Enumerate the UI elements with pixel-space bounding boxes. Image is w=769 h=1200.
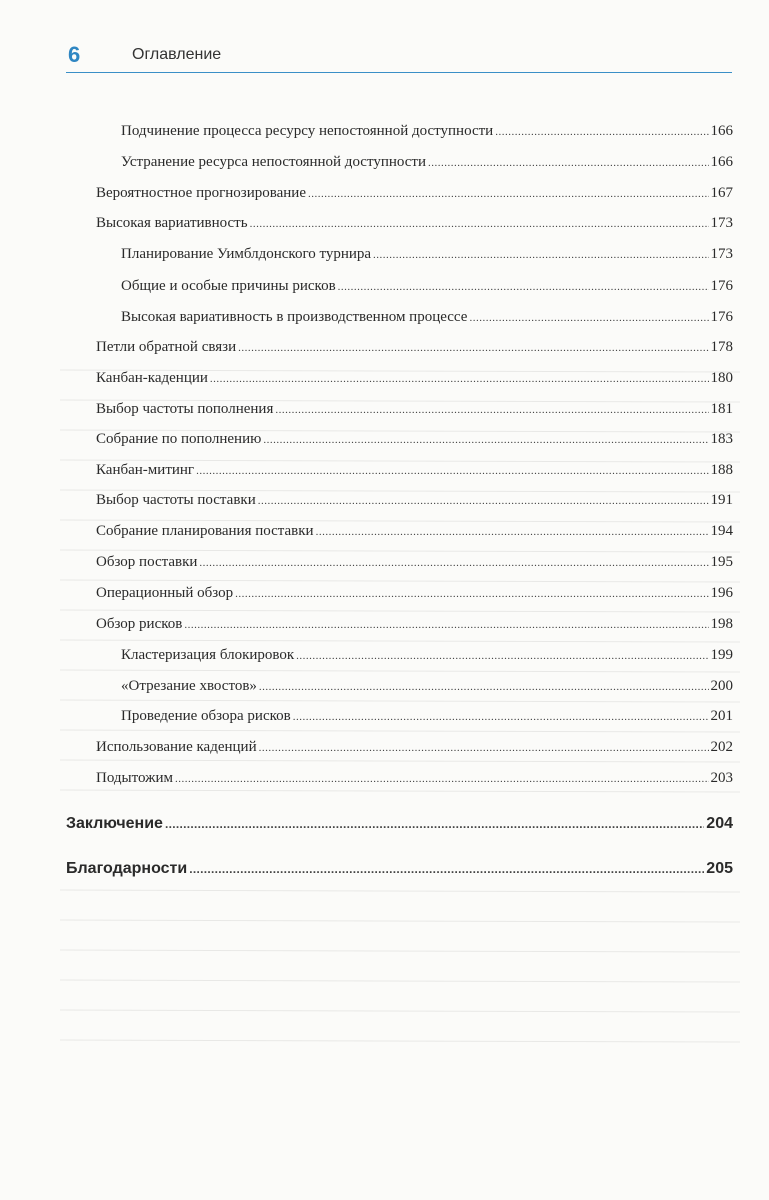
dot-leader bbox=[428, 153, 709, 173]
dot-leader bbox=[175, 769, 709, 789]
toc-chapter-page: 205 bbox=[706, 860, 733, 877]
toc-entry-page: 195 bbox=[710, 554, 733, 570]
toc-entry-page: 176 bbox=[710, 278, 733, 294]
toc-entry[interactable] bbox=[96, 552, 733, 573]
toc-entry-page: 173 bbox=[710, 215, 733, 231]
toc-entry-page: 201 bbox=[710, 708, 733, 724]
dot-leader bbox=[308, 184, 709, 204]
dot-leader bbox=[250, 214, 709, 234]
toc-entry-page: 173 bbox=[710, 246, 733, 262]
dot-leader bbox=[259, 738, 709, 758]
toc-entry-title: Операционный обзор bbox=[96, 585, 234, 601]
dot-leader bbox=[258, 491, 709, 511]
toc-entry[interactable] bbox=[121, 307, 733, 328]
toc-entry-page: 167 bbox=[710, 185, 733, 201]
toc-entry-page: 191 bbox=[710, 492, 733, 508]
toc-entry[interactable] bbox=[121, 645, 733, 666]
toc-chapter[interactable] bbox=[66, 814, 733, 834]
page-header bbox=[66, 40, 732, 73]
toc-entry-page: 202 bbox=[710, 739, 733, 755]
toc-entry-title: Использование каденций bbox=[96, 739, 257, 755]
toc-entry[interactable] bbox=[96, 490, 733, 511]
toc-entry[interactable] bbox=[96, 213, 733, 234]
toc-entry-page: 198 bbox=[710, 616, 733, 632]
toc-entry-title: Подытожим bbox=[96, 770, 173, 786]
dot-leader bbox=[210, 369, 709, 389]
dot-leader bbox=[165, 814, 704, 834]
toc-entry[interactable] bbox=[96, 337, 733, 358]
toc-entry-page: 203 bbox=[710, 770, 733, 786]
toc-entry-title: Планирование Уимблдонского турнира bbox=[121, 246, 372, 262]
toc-entry-page: 176 bbox=[710, 309, 733, 325]
toc-entry-title: Высокая вариативность bbox=[96, 215, 248, 231]
toc-entry[interactable] bbox=[96, 583, 733, 604]
toc-entry-title: Петли обратной связи bbox=[96, 339, 237, 355]
toc-entry-page: 194 bbox=[710, 523, 733, 539]
toc-entry-title: Проведение обзора рисков bbox=[121, 708, 291, 724]
toc-entry[interactable] bbox=[96, 368, 733, 389]
toc-chapter-title: Заключение bbox=[66, 815, 163, 832]
dot-leader bbox=[189, 859, 704, 879]
toc-entry-title: «Отрезание хвостов» bbox=[121, 678, 257, 694]
dot-leader bbox=[238, 338, 708, 358]
toc-entry[interactable] bbox=[96, 521, 733, 542]
toc-entry[interactable] bbox=[96, 460, 733, 481]
toc-entry-title: Канбан-каденции bbox=[96, 370, 208, 386]
toc-entry-title: Выбор частоты поставки bbox=[96, 492, 256, 508]
dot-leader bbox=[196, 461, 708, 481]
toc-entry[interactable] bbox=[121, 676, 733, 697]
toc-entry-title: Кластеризация блокировок bbox=[121, 647, 295, 663]
toc-chapter[interactable] bbox=[66, 859, 733, 879]
dot-leader bbox=[469, 308, 708, 328]
toc-entry-page: 196 bbox=[710, 585, 733, 601]
toc-entry-page: 166 bbox=[710, 123, 733, 139]
dot-leader bbox=[373, 245, 708, 265]
running-head: Оглавление bbox=[132, 46, 222, 63]
toc-entry-page: 199 bbox=[710, 647, 733, 663]
dot-leader bbox=[199, 553, 708, 573]
toc-entry[interactable] bbox=[96, 399, 733, 420]
dot-leader bbox=[338, 277, 709, 297]
toc-entry-title: Собрание по пополнению bbox=[96, 431, 262, 447]
dot-leader bbox=[495, 122, 708, 142]
toc-entry-page: 181 bbox=[710, 401, 733, 417]
dot-leader bbox=[259, 677, 709, 697]
toc-entry[interactable] bbox=[96, 737, 733, 758]
toc-entry[interactable] bbox=[96, 614, 733, 635]
page-number: 6 bbox=[68, 42, 81, 67]
dot-leader bbox=[275, 400, 708, 420]
toc-entry[interactable] bbox=[121, 152, 733, 173]
toc-entry-title: Общие и особые причины рисков bbox=[121, 278, 336, 294]
toc-entry[interactable] bbox=[121, 121, 733, 142]
toc-entry-title: Устранение ресурса непостоянной доступности bbox=[121, 154, 426, 170]
dot-leader bbox=[296, 646, 708, 666]
toc-chapter-page: 204 bbox=[706, 815, 733, 832]
toc-chapter-title: Благодарности bbox=[66, 860, 188, 877]
dot-leader bbox=[293, 707, 709, 727]
toc-entry[interactable] bbox=[96, 183, 733, 204]
toc-entry-page: 180 bbox=[710, 370, 733, 386]
toc-entry-title: Собрание планирования поставки bbox=[96, 523, 314, 539]
toc-entry-page: 178 bbox=[710, 339, 733, 355]
toc-entry-title: Обзор поставки bbox=[96, 554, 198, 570]
toc-entry-title: Высокая вариативность в производственном процессе bbox=[121, 309, 468, 325]
dot-leader bbox=[235, 584, 708, 604]
dot-leader bbox=[184, 615, 708, 635]
dot-leader bbox=[316, 522, 709, 542]
toc-entry[interactable] bbox=[121, 706, 733, 727]
toc-entry-title: Канбан-митинг bbox=[96, 462, 195, 478]
toc-entry-title: Обзор рисков bbox=[96, 616, 183, 632]
toc-entry-page: 183 bbox=[710, 431, 733, 447]
toc-entry-title: Выбор частоты пополнения bbox=[96, 401, 274, 417]
toc-entry-page: 188 bbox=[710, 462, 733, 478]
toc-entry-title: Подчинение процесса ресурсу непостоянной доступности bbox=[121, 123, 494, 139]
toc-entry[interactable] bbox=[96, 429, 733, 450]
dot-leader bbox=[263, 430, 708, 450]
toc-entry-page: 166 bbox=[710, 154, 733, 170]
toc-entry[interactable] bbox=[121, 244, 733, 265]
toc-entry-page: 200 bbox=[710, 678, 733, 694]
toc-entry-title: Вероятностное прогнозирование bbox=[96, 185, 306, 201]
toc-entry[interactable] bbox=[96, 768, 733, 789]
toc-entry[interactable] bbox=[121, 276, 733, 297]
